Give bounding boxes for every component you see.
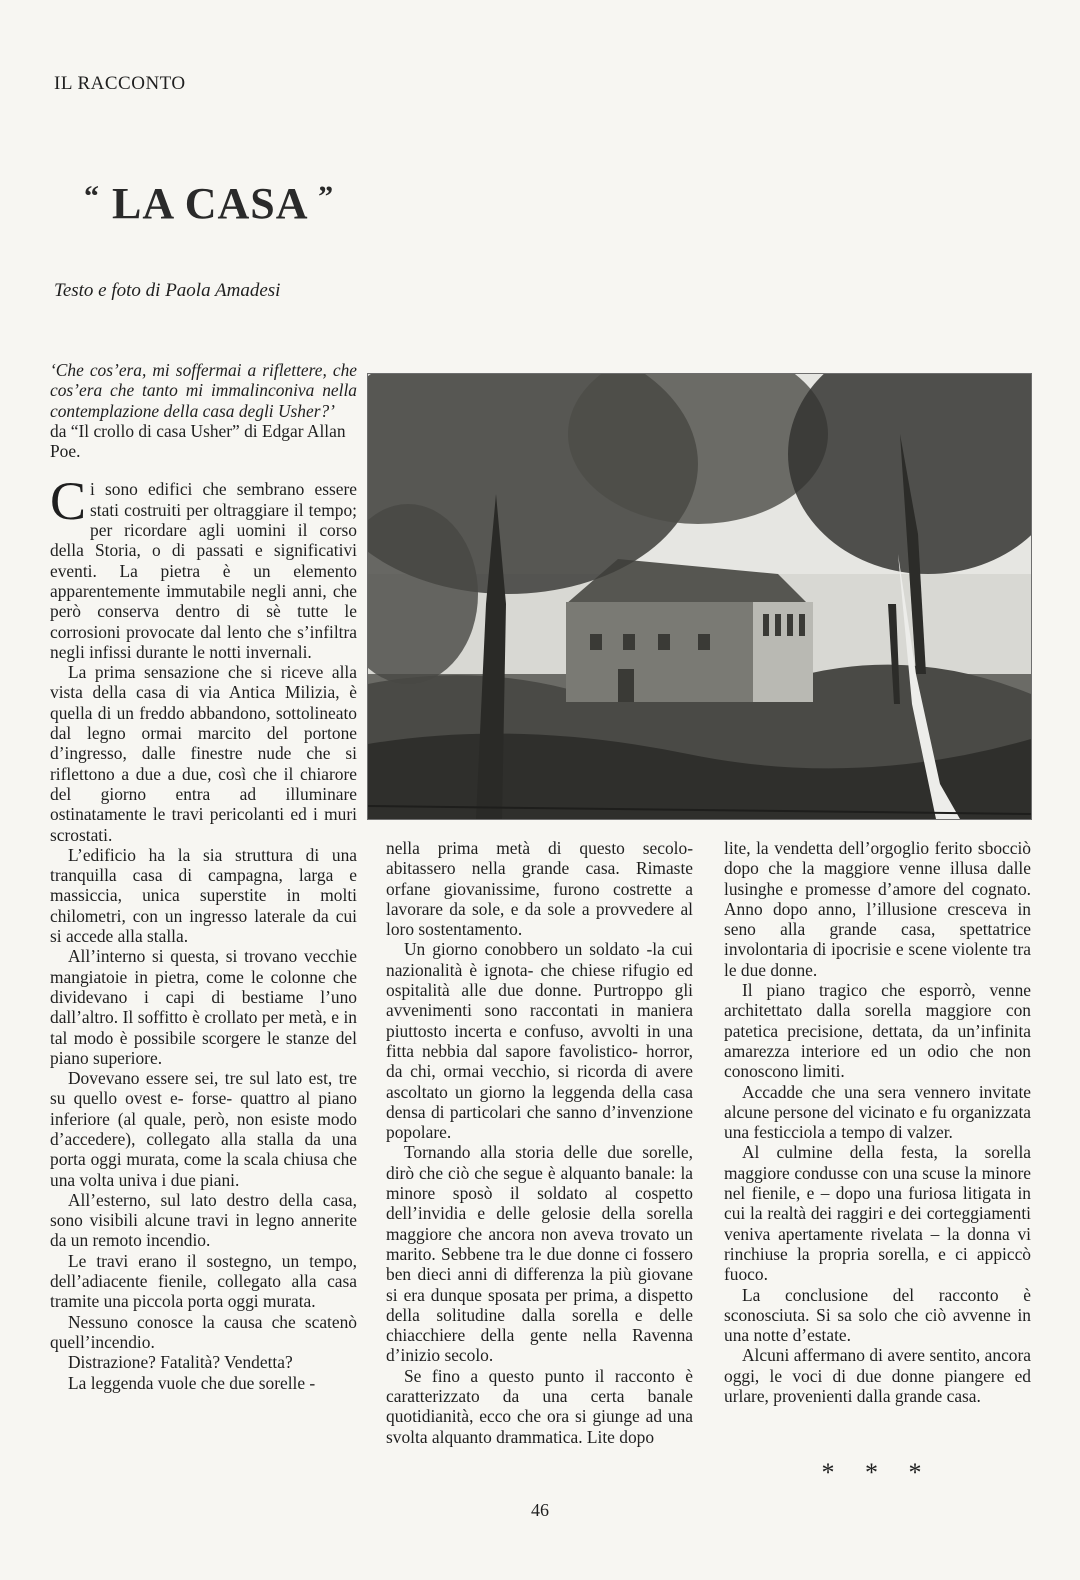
paragraph: Accadde che una sera vennero invitate alcune persone del vicinato e fu organizzata una festicciola a tempo di valzer. [724, 1081, 1031, 1143]
closing-asterisks: * * * [821, 1458, 934, 1487]
byline: Testo e foto di Paola Amadesi [54, 280, 281, 301]
paragraph: Nessuno conosce la causa che scatenò quell’incendio. [50, 1311, 357, 1352]
title-text: LA CASA [112, 179, 307, 228]
section-header: IL RACCONTO [54, 73, 186, 94]
paragraph: nella prima metà di questo secolo- abitassero nella grande casa. Rimaste orfane giovanissime, furono costrette a lavorare da sole, e da sole a provvedere al loro sostentamento. [386, 838, 693, 940]
paragraph: lite, la vendetta dell’orgoglio ferito sbocciò dopo che la maggiore venne illusa dalle lusinghe e promesse d’amore del cognato. Anno dopo anno, l’illusione cresceva in seno alla grande casa, spettatrice involontaria di ipocrisie e scene violente tra le due donne. [724, 838, 1031, 980]
paragraph: La prima sensazione che si riceve alla vista della casa di via Antica Milizia, è quella di un freddo abbandono, sottolineato dal legno ormai marcito del portone d’ingresso, dalle finestre nude che si riflettono a due a due, così che il chiarore del giorno entra ad illuminare ostinatamente le travi pericolanti ed i muri scrostati. [50, 662, 357, 845]
paragraph: Dovevano essere sei, tre sul lato est, tre su quello ovest e- forse- quattro al piano inferiore (al quale, però, non esiste modo d’accedere), collegato alla stalla da una porta oggi murata, come la scala chiusa che una volta univa i due piani. [50, 1068, 357, 1190]
house-photo-illustration [368, 374, 1031, 819]
paragraph: Il piano tragico che esporrò, venne architettato dalla sorella maggiore con patetica precisione, dettata, da un’infinita amarezza interiore ed un odio che non conoscono limiti. [724, 980, 1031, 1082]
paragraph: All’esterno, sul lato destro della casa, sono visibili alcune travi in legno annerite da un remoto incendio. [50, 1189, 357, 1251]
title-close-quote: ” [318, 180, 335, 213]
paragraph: Al culmine della festa, la sorella maggiore condusse con una scuse la minore nel fienile, e – dopo una furiosa litigata in cui la realtà dei raggiri e dei corteggiamenti veniva apertamente rivelata – la donna vi rinchiuse la propria sorella, e ci appiccò fuoco. [724, 1142, 1031, 1285]
paragraph: La conclusione del racconto è sconosciuta. Si sa solo che ciò avvenne in una notte d’estate. [724, 1284, 1031, 1346]
paragraph: Distrazione? Fatalità? Vendetta? [68, 1352, 293, 1373]
paragraph: Alcuni affermano di avere sentito, ancora oggi, le voci di due donne piangere ed urlare, provenienti dalla grande casa. [724, 1345, 1031, 1407]
article-title [84, 178, 334, 229]
epigraph-source: da “Il crollo di casa Usher” di Edgar Allan Poe. [50, 420, 346, 462]
paragraph: Le travi erano il sostegno, un tempo, dell’adiacente fienile, collegato alla casa tramite una piccola porta oggi murata. [50, 1250, 357, 1312]
paragraph [50, 471, 357, 662]
text-column-3 [724, 838, 1031, 1406]
paragraph: Tornando alla storia delle due sorelle, dirò che ciò che segue è alquanto banale: la minore sposò il soldato al cospetto dell’invidia e delle gelosie della sorella maggiore che ancora non aveva trovato un marito. Sebbene tra le due donne ci fossero ben dieci anni di differenza la più giovane si era dunque sposata per prima, a dispetto della solitudine dalla sorella e delle chiacchiere della gente nella Ravenna d’inizio secolo. [386, 1142, 693, 1366]
text-column-1 [50, 360, 357, 1393]
paragraph: La leggenda vuole che due sorelle - [68, 1372, 316, 1393]
title-open-quote: “ [84, 180, 100, 213]
paragraph: Un giorno conobbero un soldato -la cui nazionalità è ignota- che chiese rifugio ed ospitalità alle due donne. Purtroppo gli avvenimenti sono raccontati in maniera piuttosto incerta e confuso, avvolti in una fitta nebbia dal sapore favolistico- horror, da chi, ormai vecchio, si ricorda di avere ascoltato un giorno la leggenda della casa densa di particolari che sanno d’invenzione popolare. [386, 939, 693, 1143]
paragraph: All’interno si questa, si trovano vecchie mangiatoie in pietra, come le colonne che dividevano i capi di bestiame l’uno dall’altro. Il soffitto è crollato per metà, e in tal modo è possibile scorgere le stanze del piano superiore. [50, 946, 357, 1068]
paragraph: L’edificio ha la sia struttura di una tranquilla casa di campagna, larga e massiccia, unica superstite in molti chilometri, con un ingresso laterale da cui si accede alla stalla. [50, 844, 357, 947]
epigraph-quote: ‘Che cos’era, mi soffermai a riflettere, che cos’era che tanto mi immalinconiva nella contemplazione della casa degli Usher?’ [50, 360, 357, 421]
drop-cap: C [50, 471, 87, 532]
house-photo [367, 373, 1032, 820]
page-number: 46 [531, 1500, 549, 1520]
text-column-2 [386, 838, 693, 1447]
paragraph-text: i sono edifici che sembrano essere stati costruiti per oltraggiare il tempo; per ricordare agli uomini il corso della Storia, o di passati e significativi eventi. La pietra è un elemento apparentemente immutabile negli anni, che però conserva dentro di sè tutte le corrosioni provocate dal lento che s’infiltra negli infissi durante le notti invernali. [50, 479, 357, 662]
paragraph: Se fino a questo punto il racconto è caratterizzato da una certa banale quotidianità, ecco che ora si giunge ad una svolta alquanto drammatica. Lite dopo [386, 1365, 693, 1447]
